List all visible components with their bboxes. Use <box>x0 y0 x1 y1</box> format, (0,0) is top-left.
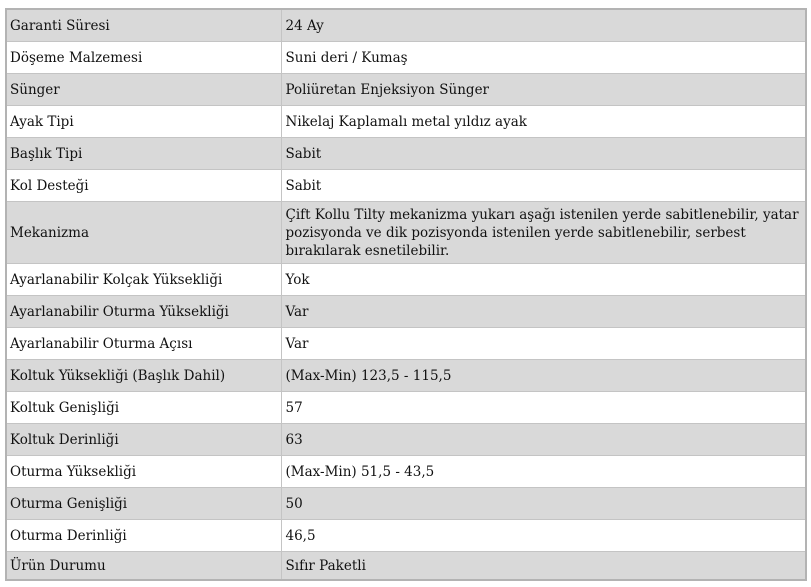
spec-label: Sünger <box>6 74 281 106</box>
spec-label: Garanti Süresi <box>6 9 281 42</box>
spec-value: Poliüretan Enjeksiyon Sünger <box>281 74 806 106</box>
spec-label: Kol Desteği <box>6 170 281 202</box>
spec-row-headrest-type <box>6 138 806 170</box>
spec-row-seat-height <box>6 456 806 488</box>
spec-value: Var <box>281 328 806 360</box>
spec-label: Koltuk Yüksekliği (Başlık Dahil) <box>6 360 281 392</box>
spec-value: Nikelaj Kaplamalı metal yıldız ayak <box>281 106 806 138</box>
spec-row-seat-width <box>6 488 806 520</box>
spec-row-foam <box>6 74 806 106</box>
spec-value: 63 <box>281 424 806 456</box>
product-spec-table <box>5 8 807 581</box>
spec-value: (Max-Min) 123,5 - 115,5 <box>281 360 806 392</box>
spec-value: Çift Kollu Tilty mekanizma yukarı aşağı istenilen yerde sabitlenebilir, yatar pozisyonda ve dik pozisyonda istenilen yerde sabitlenebilir, serbest bırakılarak esnetilebilir. <box>281 202 806 264</box>
spec-label: Oturma Derinliği <box>6 520 281 552</box>
spec-row-chair-width <box>6 392 806 424</box>
spec-value: Suni deri / Kumaş <box>281 42 806 74</box>
spec-row-mechanism <box>6 202 806 264</box>
spec-value: (Max-Min) 51,5 - 43,5 <box>281 456 806 488</box>
spec-label: Oturma Yüksekliği <box>6 456 281 488</box>
spec-label: Koltuk Genişliği <box>6 392 281 424</box>
spec-value: 24 Ay <box>281 9 806 42</box>
spec-label: Oturma Genişliği <box>6 488 281 520</box>
spec-value: Yok <box>281 264 806 296</box>
spec-row-adjustable-seat-height <box>6 296 806 328</box>
spec-label: Mekanizma <box>6 202 281 264</box>
spec-value: 46,5 <box>281 520 806 552</box>
spec-value: Sıfır Paketli <box>281 552 806 581</box>
spec-label: Başlık Tipi <box>6 138 281 170</box>
spec-row-warranty <box>6 9 806 42</box>
spec-label: Ürün Durumu <box>6 552 281 581</box>
spec-label: Ayarlanabilir Oturma Yüksekliği <box>6 296 281 328</box>
spec-label: Koltuk Derinliği <box>6 424 281 456</box>
spec-label: Ayarlanabilir Kolçak Yüksekliği <box>6 264 281 296</box>
spec-label: Döşeme Malzemesi <box>6 42 281 74</box>
spec-row-adjustable-seat-angle <box>6 328 806 360</box>
spec-row-chair-height <box>6 360 806 392</box>
spec-label: Ayarlanabilir Oturma Açısı <box>6 328 281 360</box>
spec-row-seat-depth <box>6 520 806 552</box>
spec-value: Sabit <box>281 138 806 170</box>
spec-value: 50 <box>281 488 806 520</box>
spec-value: Sabit <box>281 170 806 202</box>
spec-row-adjustable-armrest-height <box>6 264 806 296</box>
spec-label: Ayak Tipi <box>6 106 281 138</box>
spec-row-armrest <box>6 170 806 202</box>
spec-value: Var <box>281 296 806 328</box>
spec-value: 57 <box>281 392 806 424</box>
spec-row-base-type <box>6 106 806 138</box>
spec-row-chair-depth <box>6 424 806 456</box>
spec-row-upholstery <box>6 42 806 74</box>
spec-row-product-condition <box>6 552 806 581</box>
